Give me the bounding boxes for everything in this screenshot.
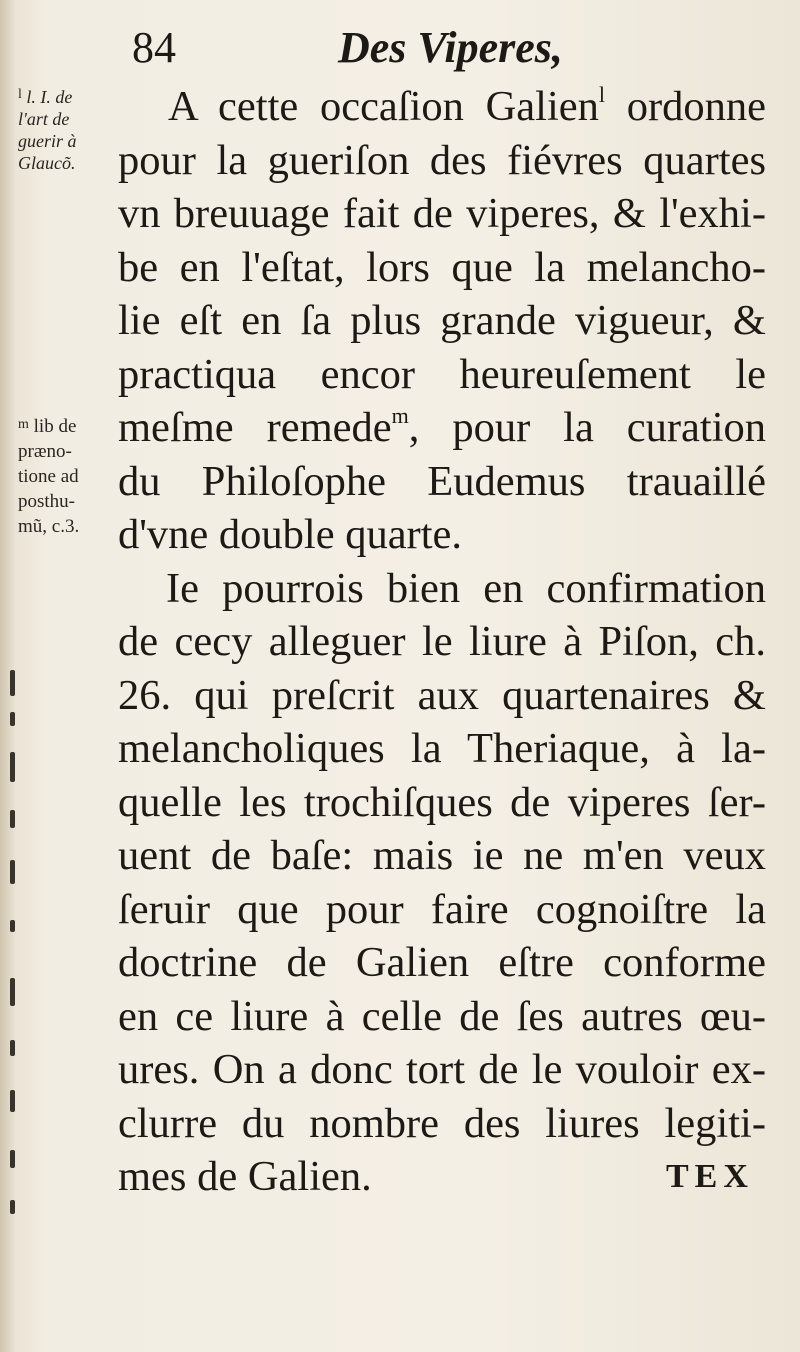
page-number: 84 bbox=[132, 23, 176, 72]
margin-note-line: mũ, c.3. bbox=[18, 516, 80, 537]
text-line: uent de baſe: mais ie ne m'en veux bbox=[118, 832, 766, 879]
text-line: doctrine de Galien eſtre conforme bbox=[118, 939, 766, 986]
text-line: be en l'eſtat, lors que la melancho- bbox=[118, 243, 766, 291]
margin-note-marker: m bbox=[18, 417, 29, 432]
margin-note-marker: l bbox=[18, 87, 22, 102]
margin-note-line: l'art de bbox=[18, 109, 70, 129]
binding-marks bbox=[10, 660, 18, 1220]
text-line: ures. On a donc tort de le vouloir ex- bbox=[118, 1046, 766, 1093]
text-line: lie eſt en ſa plus grande vigueur, & bbox=[118, 297, 766, 344]
text-line: pour la gueriſon des fiévres quartes bbox=[118, 136, 766, 184]
margin-note-l bbox=[18, 84, 128, 174]
page-header bbox=[132, 22, 760, 82]
text-line: meſme remede$^m$, pour la curation bbox=[118, 403, 766, 451]
margin-note-line: Glaucõ. bbox=[18, 153, 76, 173]
text-line: 26. qui preſcrit aux quartenaires & bbox=[118, 671, 766, 719]
text-line: d'vne double quarte. bbox=[118, 511, 463, 558]
text-line: mes de Galien. bbox=[118, 1153, 372, 1200]
margin-note-line: l. I. de bbox=[26, 87, 73, 107]
text-line: melancholiques la Theriaque, à la- bbox=[118, 725, 766, 772]
note-marker: m bbox=[391, 403, 409, 428]
text-line: ſeruir que pour faire cognoiſtre la bbox=[118, 885, 766, 933]
running-title: Des Viperes, bbox=[338, 23, 563, 72]
catchword: TEX bbox=[666, 1158, 754, 1195]
note-marker: l bbox=[598, 82, 606, 107]
margin-note-line: posthu- bbox=[18, 491, 75, 512]
text-line: clurre du nombre des liures legiti- bbox=[118, 1099, 766, 1147]
text-line: du Philoſophe Eudemus trauaillé bbox=[118, 457, 766, 505]
main-text bbox=[118, 80, 766, 1204]
margin-note-line: tione ad bbox=[18, 466, 79, 487]
text-line: vn breuuage fait de viperes, & l'exhi- bbox=[118, 190, 766, 237]
margin-note-m bbox=[18, 412, 128, 539]
margin-note-line: lib de bbox=[33, 416, 77, 437]
text-line: practiqua encor heureuſement le bbox=[118, 350, 766, 398]
text-line: A cette occaſion Galien$^l$ ordonne bbox=[168, 82, 766, 130]
margin-note-line: guerir à bbox=[18, 131, 77, 151]
text-line: en ce liure à celle de ſes autres œu- bbox=[118, 992, 766, 1040]
text-line: Ie pourrois bien en confirmation bbox=[166, 564, 766, 612]
text-line: de cecy alleguer le liure à Piſon, ch. bbox=[118, 618, 766, 665]
margin-note-line: præno- bbox=[18, 441, 72, 462]
text-line: quelle les trochiſques de viperes ſer- bbox=[118, 778, 766, 826]
